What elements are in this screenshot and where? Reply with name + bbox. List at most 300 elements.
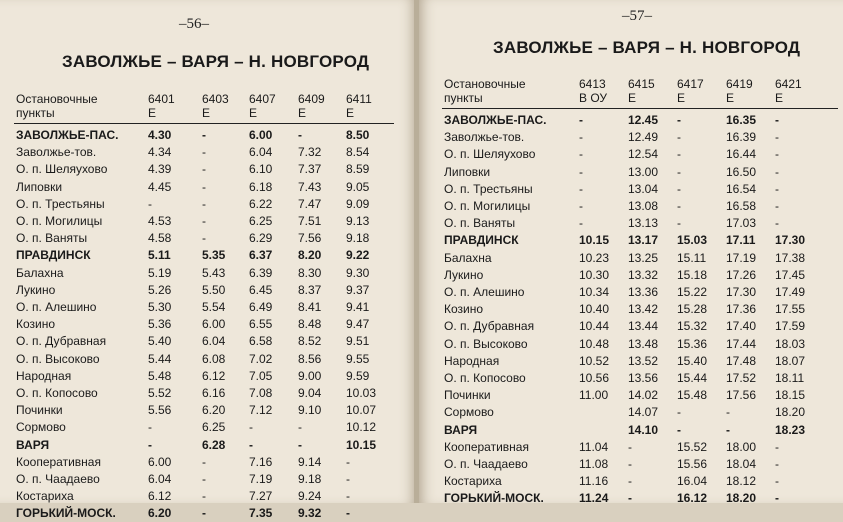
departure-time: 16.04	[677, 474, 708, 489]
departure-time: 5.52	[148, 386, 172, 400]
stop-name: ЗАВОЛЖЬЕ-ПАС.	[444, 113, 547, 127]
table-row	[419, 490, 843, 507]
table-row	[0, 299, 416, 316]
stop-name: О. п. Шеляухово	[444, 147, 536, 162]
departure-time: 9.37	[346, 282, 370, 297]
departure-time: -	[298, 128, 302, 142]
table-row	[0, 247, 416, 264]
stop-name: О. п. Могилицы	[16, 214, 103, 228]
departure-time: 9.18	[298, 472, 322, 486]
departure-time: -	[202, 196, 206, 211]
departure-time: 5.50	[202, 282, 226, 297]
stops-header-line-1: Остановочные	[444, 77, 526, 91]
train-number: 6417	[677, 77, 704, 91]
departure-time: 17.38	[775, 250, 806, 265]
departure-time: 7.27	[249, 489, 273, 504]
departure-time: 12.54	[628, 147, 659, 162]
departure-time: -	[628, 491, 632, 506]
departure-time: -	[579, 164, 583, 179]
departure-time: -	[202, 145, 206, 160]
departure-time: 16.44	[726, 147, 757, 162]
stop-name: Починки	[444, 388, 491, 403]
departure-time: 8.56	[298, 351, 322, 366]
train-schedule-code: В ОУ	[579, 91, 608, 105]
departure-time: 10.30	[579, 267, 610, 282]
departure-time: 9.05	[346, 179, 370, 194]
stop-name: О. п. Чаадаево	[16, 472, 100, 486]
departure-time: -	[202, 231, 206, 246]
train-header	[579, 77, 607, 105]
departure-time: 5.19	[148, 265, 172, 280]
departure-time: 17.49	[775, 285, 806, 299]
stop-name: Кооперативная	[16, 454, 101, 469]
departure-time: 5.11	[148, 248, 171, 263]
departure-time: 6.25	[202, 420, 226, 435]
stop-name: ВАРЯ	[444, 422, 478, 437]
table-row	[0, 351, 416, 368]
departure-time: -	[775, 491, 779, 506]
departure-time: 5.43	[202, 265, 226, 280]
stop-name: Починки	[16, 403, 63, 418]
stop-name: Сормово	[16, 420, 66, 435]
header-rule	[442, 108, 838, 109]
departure-time: 13.32	[628, 267, 659, 282]
stop-name: ПРАВДИНСК	[16, 248, 91, 263]
table-row	[0, 213, 416, 230]
departure-time: 15.44	[677, 371, 708, 385]
departure-time: -	[202, 214, 206, 228]
departure-time: 6.29	[249, 231, 273, 246]
train-number: 6413	[579, 77, 606, 91]
departure-time: 17.55	[775, 302, 806, 317]
stop-name: Костариха	[444, 474, 502, 489]
departure-time: -	[148, 420, 152, 435]
table-row	[0, 316, 416, 333]
train-schedule-code: Е	[775, 91, 784, 105]
departure-time: 9.55	[346, 351, 370, 366]
stop-name: О. п. Копосово	[16, 386, 98, 400]
departure-time: 15.48	[677, 388, 708, 403]
table-row	[419, 422, 843, 439]
departure-time: 6.49	[249, 300, 273, 314]
stop-name: О. п. Трестьяны	[16, 196, 105, 211]
stop-name: О. п. Алешино	[444, 285, 525, 299]
departure-time: 11.24	[579, 491, 609, 506]
departure-time: -	[677, 422, 681, 437]
departure-time: 4.39	[148, 162, 172, 177]
table-row	[0, 419, 416, 436]
stop-name: О. п. Ваняты	[444, 216, 516, 231]
departure-time: 13.13	[628, 216, 659, 231]
departure-time: -	[298, 437, 302, 452]
stops-header	[16, 92, 98, 120]
departure-time: 12.45	[628, 113, 659, 127]
stop-name: Балахна	[16, 265, 64, 280]
train-number: 6419	[726, 77, 753, 91]
departure-time: 18.12	[726, 474, 757, 489]
departure-time: 15.28	[677, 302, 708, 317]
departure-time: 10.12	[346, 420, 377, 435]
departure-time: 16.39	[726, 130, 757, 145]
departure-time: 8.41	[298, 300, 322, 314]
table-row	[0, 437, 416, 454]
departure-time: 4.45	[148, 179, 172, 194]
departure-time: -	[677, 147, 681, 162]
stop-name: О. п. Дубравная	[16, 334, 107, 349]
departure-time: -	[775, 181, 779, 196]
departure-time: 9.41	[346, 300, 370, 314]
departure-time: 8.20	[298, 248, 322, 263]
table-row	[0, 368, 416, 385]
train-number: 6411	[346, 92, 372, 106]
table-row	[419, 336, 843, 353]
departure-time: 5.56	[148, 403, 172, 418]
train-number: 6401	[148, 92, 175, 106]
departure-time: -	[628, 457, 632, 471]
departure-time: -	[579, 216, 583, 231]
stop-name: Козино	[444, 302, 484, 317]
table-row	[0, 454, 416, 471]
departure-time: 12.49	[628, 130, 659, 145]
table-row	[419, 267, 843, 284]
departure-time: -	[202, 472, 206, 486]
departure-time: 7.08	[249, 386, 273, 400]
departure-time: 5.35	[202, 248, 226, 263]
departure-time: -	[298, 420, 302, 435]
departure-time: -	[346, 454, 350, 469]
stop-name: О. п. Копосово	[444, 371, 526, 385]
departure-time: -	[346, 489, 350, 504]
departure-time: -	[202, 162, 206, 177]
stop-name: Липовки	[444, 164, 491, 179]
departure-time: 10.34	[579, 285, 610, 299]
stop-name: Народная	[444, 353, 500, 368]
departure-time: 16.58	[726, 199, 757, 213]
departure-time: 16.35	[726, 113, 757, 127]
departure-time: 17.36	[726, 302, 757, 317]
departure-time: 13.42	[628, 302, 659, 317]
departure-time: 6.16	[202, 386, 226, 400]
departure-time: 13.48	[628, 336, 659, 351]
table-row	[0, 333, 416, 350]
departure-time: 9.10	[298, 403, 322, 418]
departure-time: 18.11	[775, 371, 805, 385]
departure-time: 9.24	[298, 489, 322, 504]
departure-time: 17.30	[726, 285, 757, 299]
departure-time: 15.52	[677, 439, 708, 454]
departure-time: -	[775, 474, 779, 489]
departure-time: -	[677, 113, 681, 127]
departure-time: -	[677, 164, 681, 179]
departure-time: 9.14	[298, 454, 322, 469]
departure-time: 17.59	[775, 319, 806, 334]
stop-name: Балахна	[444, 250, 492, 265]
departure-time: 5.48	[148, 368, 172, 383]
departure-time: 4.34	[148, 145, 172, 160]
departure-time: 15.03	[677, 233, 708, 248]
stop-name: Кооперативная	[444, 439, 529, 454]
departure-time: -	[677, 216, 681, 231]
table-row	[0, 265, 416, 282]
departure-time: 6.04	[249, 145, 273, 160]
departure-time: 14.10	[628, 422, 659, 437]
stop-name: Костариха	[16, 489, 74, 504]
departure-time: -	[249, 420, 253, 435]
stop-name: О. п. Дубравная	[444, 319, 535, 334]
departure-time: 18.20	[726, 491, 757, 506]
table-row	[419, 284, 843, 301]
departure-time: 7.51	[298, 214, 322, 228]
departure-time: 6.20	[202, 403, 226, 418]
train-header	[677, 77, 704, 105]
stop-name: ВАРЯ	[16, 437, 50, 452]
stop-name: ПРАВДИНСК	[444, 233, 519, 248]
departure-time: 13.56	[628, 371, 659, 385]
departure-time: 8.59	[346, 162, 370, 177]
stop-name: Сормово	[444, 405, 494, 420]
train-header	[628, 77, 655, 105]
stop-name: ГОРЬКИЙ-МОСК.	[16, 506, 116, 521]
departure-time: -	[579, 181, 583, 196]
departure-time: 7.56	[298, 231, 322, 246]
table-row	[419, 404, 843, 421]
departure-time: 16.50	[726, 164, 757, 179]
departure-time: 7.32	[298, 145, 322, 160]
table-row	[0, 179, 416, 196]
departure-time: -	[148, 196, 152, 211]
departure-time: 18.07	[775, 353, 806, 368]
table-row	[419, 112, 843, 129]
train-number: 6407	[249, 92, 276, 106]
table-row	[419, 129, 843, 146]
train-header	[726, 77, 753, 105]
departure-time: 15.40	[677, 353, 708, 368]
departure-time: 18.15	[775, 388, 806, 403]
departure-time: 17.26	[726, 267, 757, 282]
stop-name: Заволжье-тов.	[444, 130, 525, 145]
table-row	[0, 471, 416, 488]
table-row	[419, 215, 843, 232]
departure-time: 5.40	[148, 334, 172, 349]
train-header	[298, 92, 325, 120]
departure-time: 10.52	[579, 353, 610, 368]
train-schedule-code: Е	[298, 106, 307, 120]
departure-time: 13.00	[628, 164, 659, 179]
table-row	[0, 144, 416, 161]
stop-name: Липовки	[16, 179, 63, 194]
departure-time: 7.12	[249, 403, 273, 418]
train-schedule-code: Е	[346, 106, 355, 120]
departure-time: 17.11	[726, 233, 756, 248]
train-number: 6403	[202, 92, 229, 106]
departure-time: 6.00	[202, 317, 226, 332]
stop-name: О. п. Высоково	[444, 336, 528, 351]
departure-time: 6.10	[249, 162, 273, 177]
departure-time: -	[775, 439, 779, 454]
departure-time: -	[775, 147, 779, 162]
departure-time: 9.59	[346, 368, 370, 383]
departure-time: 17.56	[726, 388, 757, 403]
departure-time: 15.22	[677, 285, 708, 299]
departure-time: 10.40	[579, 302, 610, 317]
stop-name: Заволжье-тов.	[16, 145, 97, 160]
departure-time: 17.45	[775, 267, 806, 282]
train-header	[148, 92, 175, 120]
departure-time: 5.44	[148, 351, 172, 366]
departure-time: 6.18	[249, 179, 273, 194]
table-row	[419, 439, 843, 456]
table-row	[419, 456, 843, 473]
departure-time: -	[726, 405, 730, 420]
departure-time: 6.20	[148, 506, 172, 521]
departure-time: 13.44	[628, 319, 659, 334]
departure-time: 6.25	[249, 214, 273, 228]
table-row	[0, 196, 416, 213]
train-schedule-code: Е	[202, 106, 211, 120]
departure-time: -	[579, 113, 583, 127]
stop-name: Народная	[16, 368, 72, 383]
departure-time: 15.36	[677, 336, 708, 351]
train-header	[346, 92, 372, 120]
departure-time: 10.15	[579, 233, 610, 248]
departure-time: 11.16	[579, 474, 609, 489]
departure-time: 16.54	[726, 181, 757, 196]
departure-time: 7.16	[249, 454, 273, 469]
departure-time: 8.52	[298, 334, 322, 349]
departure-time: 15.32	[677, 319, 708, 334]
departure-time: -	[775, 199, 779, 213]
table-row	[419, 198, 843, 215]
departure-time: 5.26	[148, 282, 172, 297]
departure-time: 6.58	[249, 334, 273, 349]
departure-time: 9.47	[346, 317, 370, 332]
departure-time: 6.39	[249, 265, 273, 280]
stop-name: ГОРЬКИЙ-МОСК.	[444, 491, 544, 506]
departure-time: 6.04	[148, 472, 172, 486]
departure-time: 9.04	[298, 386, 322, 400]
stops-header	[444, 77, 526, 105]
departure-time: 17.03	[726, 216, 757, 231]
departure-time: 5.36	[148, 317, 172, 332]
table-row	[0, 127, 416, 144]
table-row	[419, 353, 843, 370]
stop-name: Лукино	[444, 267, 484, 282]
departure-time: 8.54	[346, 145, 370, 160]
departure-time: 6.37	[249, 248, 273, 263]
departure-time: -	[677, 405, 681, 420]
page-number: –56–	[179, 16, 209, 32]
departure-time: 10.23	[579, 250, 610, 265]
departure-time: 18.03	[775, 336, 806, 351]
departure-time: -	[202, 489, 206, 504]
table-row	[419, 370, 843, 387]
departure-time: -	[249, 437, 253, 452]
departure-time: 13.17	[628, 233, 659, 248]
stop-name: Козино	[16, 317, 56, 332]
departure-time: 7.37	[298, 162, 322, 177]
departure-time: 13.52	[628, 353, 659, 368]
departure-time: -	[346, 472, 350, 486]
departure-time: 6.45	[249, 282, 273, 297]
departure-time: 7.19	[249, 472, 273, 486]
departure-time: -	[148, 437, 152, 452]
departure-time: -	[775, 130, 779, 145]
stop-name: О. п. Шеляухово	[16, 162, 108, 177]
departure-time: 7.47	[298, 196, 322, 211]
table-row	[0, 505, 416, 522]
departure-time: 10.56	[579, 371, 610, 385]
timetable-title: ЗАВОЛЖЬЕ – ВАРЯ – Н. НОВГОРОД	[493, 38, 801, 57]
stop-name: О. п. Ваняты	[16, 231, 88, 246]
departure-time: -	[775, 164, 779, 179]
table-row	[0, 282, 416, 299]
table-row	[419, 473, 843, 490]
departure-time: -	[579, 130, 583, 145]
train-schedule-code: Е	[148, 106, 157, 120]
departure-time: 10.07	[346, 403, 377, 418]
departure-time: 9.13	[346, 214, 370, 228]
table-row	[419, 318, 843, 335]
departure-time: 17.48	[726, 353, 757, 368]
table-row	[0, 402, 416, 419]
departure-time: 13.04	[628, 181, 659, 196]
departure-time: 8.30	[298, 265, 322, 280]
right-page	[419, 0, 843, 506]
departure-time: 17.40	[726, 319, 757, 334]
stop-name: О. п. Чаадаево	[444, 457, 528, 471]
departure-time: -	[726, 422, 730, 437]
departure-time: 11.04	[579, 439, 609, 454]
stop-name: О. п. Алешино	[16, 300, 97, 314]
departure-time: 6.00	[148, 454, 172, 469]
departure-time: 17.44	[726, 336, 757, 351]
train-header	[775, 77, 802, 105]
departure-time: 9.32	[298, 506, 322, 521]
departure-time: 8.48	[298, 317, 322, 332]
departure-time: -	[202, 454, 206, 469]
departure-time: 7.02	[249, 351, 273, 366]
table-row	[419, 301, 843, 318]
departure-time: 18.04	[726, 457, 757, 471]
departure-time: 4.58	[148, 231, 172, 246]
departure-time: 17.52	[726, 371, 757, 385]
table-row	[0, 385, 416, 402]
stop-name: О. п. Могилицы	[444, 199, 531, 213]
table-row	[419, 232, 843, 249]
departure-time: 7.43	[298, 179, 322, 194]
table-row	[0, 230, 416, 247]
departure-time: 9.30	[346, 265, 370, 280]
table-row	[419, 146, 843, 163]
table-row	[419, 387, 843, 404]
train-number: 6409	[298, 92, 325, 106]
departure-time: 5.54	[202, 300, 226, 314]
train-header	[202, 92, 229, 120]
departure-time: 6.55	[249, 317, 273, 332]
departure-time: -	[775, 113, 779, 127]
departure-time: 9.22	[346, 248, 370, 263]
departure-time: 6.28	[202, 437, 226, 452]
departure-time: 10.15	[346, 437, 377, 452]
departure-time: 9.00	[298, 368, 322, 383]
table-row	[0, 161, 416, 178]
stop-name: Лукино	[16, 282, 56, 297]
departure-time: 18.23	[775, 422, 806, 437]
stop-name: О. п. Высоково	[16, 351, 100, 366]
train-number: 6415	[628, 77, 655, 91]
train-schedule-code: Е	[628, 91, 637, 105]
departure-time: 18.20	[775, 405, 806, 420]
